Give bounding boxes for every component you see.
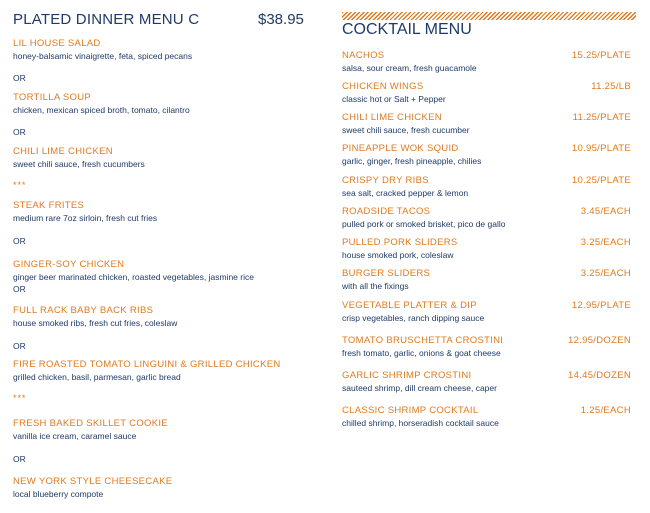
cocktail-item xyxy=(342,300,636,326)
item-price: 14.45/DOZEN xyxy=(568,370,631,381)
or-separator: OR xyxy=(13,127,26,137)
item-desc: house smoked pork, coleslaw xyxy=(342,250,454,260)
cocktail-item xyxy=(342,206,636,232)
item-name: VEGETABLE PLATTER & DIP xyxy=(342,300,477,311)
item-price: 3.45/EACH xyxy=(580,206,631,217)
item-desc: sauteed shrimp, dill cream cheese, caper xyxy=(342,383,497,393)
item-desc: with all the fixings xyxy=(342,281,409,291)
or-separator: OR xyxy=(13,341,26,351)
item-desc: salsa, sour cream, fresh guacamole xyxy=(342,63,477,73)
item-price: 11.25/LB xyxy=(591,81,631,92)
or-separator: OR xyxy=(13,236,26,246)
item-desc: sweet chili sauce, fresh cucumbers xyxy=(13,159,145,169)
cocktail-item xyxy=(342,405,636,431)
item-desc: vanilla ice cream, caramel sauce xyxy=(13,431,137,441)
item-price: 15.25/PLATE xyxy=(571,50,631,61)
item-price: 11.25/PLATE xyxy=(572,112,631,123)
item-desc: classic hot or Salt + Pepper xyxy=(342,94,446,104)
or-separator: OR xyxy=(13,73,26,83)
item-name: STEAK FRITES xyxy=(13,200,85,211)
item-price: 3.25/EACH xyxy=(580,268,631,279)
item-desc: ginger beer marinated chicken, roasted vegetables, jasmine rice xyxy=(13,272,254,282)
item-name: FRESH BAKED SKILLET COOKIE xyxy=(13,418,168,429)
menu-item-cookie xyxy=(13,418,313,442)
item-name: TORTILLA SOUP xyxy=(13,92,91,103)
cocktail-item xyxy=(342,268,636,294)
item-name: GINGER-SOY CHICKEN xyxy=(13,259,125,270)
item-name: LIL HOUSE SALAD xyxy=(13,38,101,49)
cocktail-item xyxy=(342,175,636,201)
item-desc: local blueberry compote xyxy=(13,489,104,499)
cocktail-item xyxy=(342,237,636,263)
menu-item-ribs xyxy=(13,305,313,329)
item-price: 1.25/EACH xyxy=(580,405,631,416)
cocktail-item xyxy=(342,143,636,169)
item-name: CHICKEN WINGS xyxy=(342,81,424,92)
header-stripe xyxy=(342,12,636,20)
item-price: 3.25/EACH xyxy=(580,237,631,248)
item-desc: medium rare 7oz sirloin, fresh cut fries xyxy=(13,213,158,223)
item-desc: sweet chili sauce, fresh cucumber xyxy=(342,125,470,135)
menu-item-chili-lime xyxy=(13,146,313,170)
cocktail-item xyxy=(342,112,636,138)
item-desc: grilled chicken, basil, parmesan, garlic bread xyxy=(13,372,181,382)
cocktail-item xyxy=(342,50,636,76)
item-name: FULL RACK BABY BACK RIBS xyxy=(13,305,154,316)
menu-item-steak xyxy=(13,200,313,224)
item-desc: garlic, ginger, fresh pineapple, chilies xyxy=(342,156,482,166)
item-name: PULLED PORK SLIDERS xyxy=(342,237,458,248)
item-price: 12.95/DOZEN xyxy=(568,335,631,346)
item-name: FIRE ROASTED TOMATO LINGUINI & GRILLED CHICKEN xyxy=(13,359,281,370)
item-name: CRISPY DRY RIBS xyxy=(342,175,429,186)
item-name: CHILI LIME CHICKEN xyxy=(342,112,442,123)
item-desc: honey-balsamic vinaigrette, feta, spiced pecans xyxy=(13,51,193,61)
item-price: 12.95/PLATE xyxy=(571,300,631,311)
menu-item-ginger-soy xyxy=(13,259,313,283)
or-separator: OR xyxy=(13,454,26,464)
plated-title: PLATED DINNER MENU C xyxy=(13,11,200,28)
course-divider: *** xyxy=(13,393,27,403)
item-desc: crisp vegetables, ranch dipping sauce xyxy=(342,313,485,323)
plated-header xyxy=(13,11,313,31)
item-name: TOMATO BRUSCHETTA CROSTINI xyxy=(342,335,504,346)
cocktail-item xyxy=(342,370,636,396)
cocktail-title: COCKTAIL MENU xyxy=(342,21,472,38)
item-desc: pulled pork or smoked brisket, pico de gallo xyxy=(342,219,506,229)
plated-price: $38.95 xyxy=(258,11,304,28)
menu-item-salad xyxy=(13,38,313,62)
item-name: CHILI LIME CHICKEN xyxy=(13,146,113,157)
item-name: BURGER SLIDERS xyxy=(342,268,431,279)
item-name: CLASSIC SHRIMP COCKTAIL xyxy=(342,405,479,416)
cocktail-column xyxy=(342,0,636,513)
or-separator: OR xyxy=(13,284,26,294)
cocktail-item xyxy=(342,335,636,361)
item-price: 10.95/PLATE xyxy=(571,143,631,154)
item-name: GARLIC SHRIMP CROSTINI xyxy=(342,370,472,381)
item-desc: chilled shrimp, horseradish cocktail sauce xyxy=(342,418,499,428)
menu-item-soup xyxy=(13,92,313,116)
plated-dinner-column xyxy=(13,0,313,513)
cocktail-item xyxy=(342,81,636,107)
item-desc: house smoked ribs, fresh cut fries, coleslaw xyxy=(13,318,178,328)
item-desc: fresh tomato, garlic, onions & goat cheese xyxy=(342,348,501,358)
item-name: NEW YORK STYLE CHEESECAKE xyxy=(13,476,173,487)
item-desc: sea salt, cracked pepper & lemon xyxy=(342,188,469,198)
item-name: ROADSIDE TACOS xyxy=(342,206,431,217)
course-divider: *** xyxy=(13,180,27,190)
menu-item-linguini xyxy=(13,359,313,383)
menu-item-cheesecake xyxy=(13,476,313,500)
item-name: NACHOS xyxy=(342,50,385,61)
item-name: PINEAPPLE WOK SQUID xyxy=(342,143,459,154)
item-desc: chicken, mexican spiced broth, tomato, cilantro xyxy=(13,105,190,115)
item-price: 10.25/PLATE xyxy=(571,175,631,186)
